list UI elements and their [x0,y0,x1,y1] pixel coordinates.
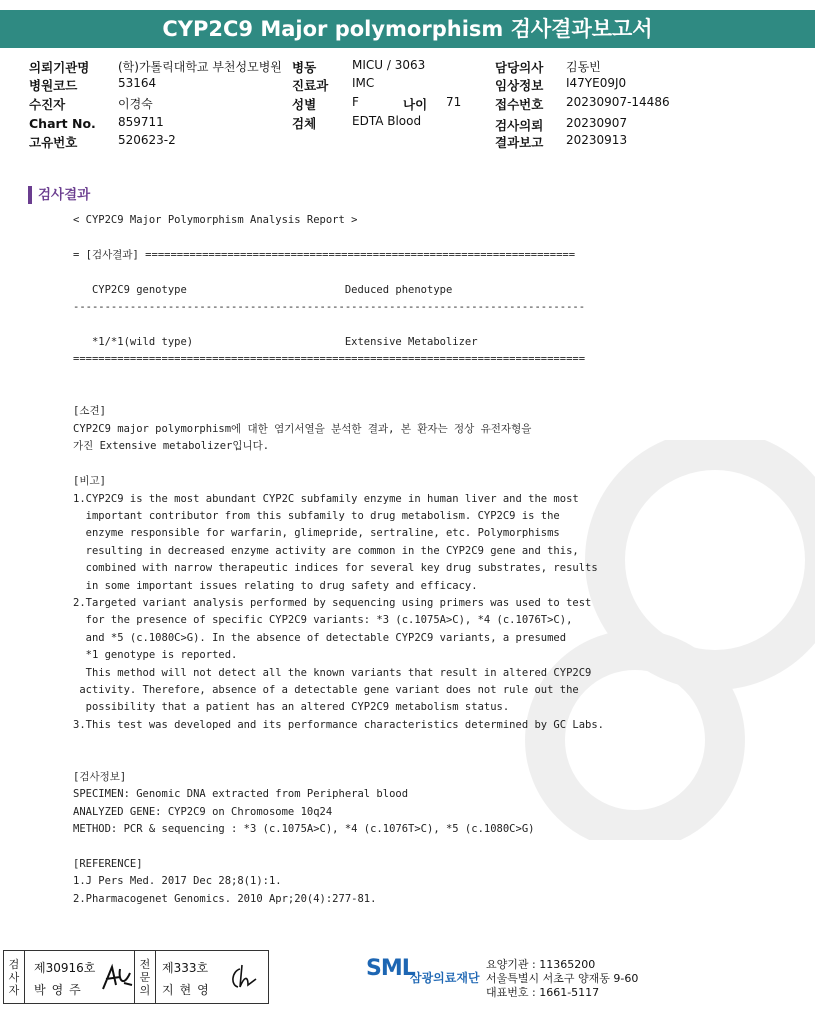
report-line [73,734,773,751]
info-value: 김동빈 [566,60,601,74]
report-line: [검사정보] [73,771,127,783]
sml-logo [366,956,480,985]
logo-mark: SML [366,956,415,981]
info-value: 859711 [118,115,164,129]
report-line: [REFERENCE] [73,858,143,871]
address-line: 서울특별시 서초구 양재동 9-60 [486,972,639,985]
info-label: 수진자 [29,97,66,112]
info-value: 20230907-14486 [566,95,670,109]
report-line [73,386,773,403]
report-line: *1/*1(wild type) Extensive Metabolizer [73,335,478,348]
info-label: 결과보고 [495,135,544,150]
report-line: 2.Targeted variant analysis performed by sequencing using primers was used to test [73,596,592,609]
role-char: 검 [8,957,20,971]
info-label: 검체 [292,116,317,131]
report-line: [비고] [73,475,106,488]
info-value: 71 [446,95,462,109]
report-line: ANALYZED GENE: CYP2C9 on Chromosome 10q24 [73,805,333,818]
info-label: 성별 [292,97,317,112]
role-char: 사 [8,970,20,984]
info-value: 이경숙 [118,97,153,111]
report-line: possibility that a patient has an altered CYP2C9 metabolism status. [73,701,510,714]
report-line: and *5 (c.1080C>G). In the absence of detectable CYP2C9 variants, a presumed [73,631,567,644]
info-value: 20230907 [566,116,628,130]
report-line: ================================================================================= [73,353,586,366]
info-label: 의뢰기관명 [29,60,90,75]
signer2-signature-icon [226,961,262,993]
info-label: 담당의사 [495,60,544,75]
report-line: This method will not detect all the known variants that result in altered CYP2C9 [73,666,592,679]
report-line [73,264,773,281]
report-line: enzyme responsible for warfarin, glimepride, sertraline, etc. Polymorphisms [73,527,560,540]
signer2-role [134,951,156,1003]
info-value: F [352,95,359,109]
report-line: important contributor from this subfamily to drug metabolism. CYP2C9 is the [73,509,560,522]
report-body [73,212,773,908]
role-char: 자 [8,983,20,997]
info-label: 접수번호 [495,97,544,112]
report-line: CYP2C9 genotype Deduced phenotype [73,283,453,296]
report-line: 1.CYP2C9 is the most abundant CYP2C subfamily enzyme in human liver and the most [73,492,579,505]
address-line: 요양기관 : 11365200 [486,958,596,971]
info-value: (학)가톨릭대학교 부천성모병원 [118,60,282,74]
report-line: < CYP2C9 Major Polymorphism Analysis Report > [73,214,358,226]
role-char: 전 [139,957,151,971]
report-line [73,839,773,856]
signature-box [3,950,269,1004]
role-char: 문 [139,970,151,984]
info-label: 진료과 [292,78,329,93]
report-line [73,752,773,769]
report-line [73,316,773,333]
report-line: SPECIMEN: Genomic DNA extracted from Peripheral blood [73,788,409,801]
footer [0,934,815,1014]
report-line [73,369,773,386]
report-line: for the presence of specific CYP2C9 variants: *3 (c.1075A>C), *4 (c.1076T>C), [73,614,573,627]
report-line [73,229,773,246]
report-line: *1 genotype is reported. [73,649,238,662]
lab-address [486,958,638,1000]
signer2-number: 제333호 [162,961,209,975]
logo-name: 삼광의료재단 [410,971,480,985]
signer1-signature-icon [100,963,134,993]
info-value: 20230913 [566,133,628,147]
report-line: [소견] [73,405,106,418]
info-label: 병원코드 [29,78,78,93]
report-line: 2.Pharmacogenet Genomics. 2010 Apr;20(4):277-81. [73,892,377,905]
info-value: EDTA Blood [352,114,422,128]
report-title: CYP2C9 Major polymorphism 검사결과보고서 [0,10,815,48]
info-value: I47YE09J0 [566,76,627,90]
report-line: combined with narrow therapeutic indices for several key drug substrates, results [73,562,598,575]
section-title: 검사결과 [28,186,90,204]
report-line [73,456,773,473]
info-label: Chart No. [29,116,96,131]
report-line: --------------------------------------------------------------------------------- [73,301,586,314]
signer1-number: 제30916호 [34,961,96,975]
report-line: = [검사결과] ==================================================================== [73,248,576,261]
signer1-name: 박영주 [34,983,87,997]
info-value: 520623-2 [118,133,176,147]
info-label: 임상정보 [495,78,544,93]
report-line: in some important issues relating to drug safety and efficacy. [73,579,478,592]
address-line: 대표번호 : 1661-5117 [486,986,600,999]
info-label: 병동 [292,60,317,75]
info-label: 나이 [403,97,428,112]
role-char: 의 [139,983,151,997]
signer2-name: 지현영 [162,983,215,997]
report-line: CYP2C9 major polymorphism에 대한 염기서열을 분석한 결과, 본 환자는 정상 유전자형을 [73,422,532,435]
signer1-role [4,951,25,1003]
info-label: 검사의뢰 [495,118,544,133]
info-label: 고유번호 [29,135,78,150]
info-value: MICU / 3063 [352,58,426,72]
report-line: resulting in decreased enzyme activity are common in the CYP2C9 gene and this, [73,544,579,557]
report-line: 가진 Extensive metabolizer입니다. [73,440,270,453]
info-value: 53164 [118,76,157,90]
info-value: IMC [352,76,375,90]
report-line: 1.J Pers Med. 2017 Dec 28;8(1):1. [73,875,282,888]
report-line: 3.This test was developed and its performance characteristics determined by GC Labs. [73,718,605,731]
report-line: activity. Therefore, absence of a detectable gene variant does not rule out the [73,683,579,696]
report-line: METHOD: PCR & sequencing : *3 (c.1075A>C), *4 (c.1076T>C), *5 (c.1080C>G) [73,823,535,836]
